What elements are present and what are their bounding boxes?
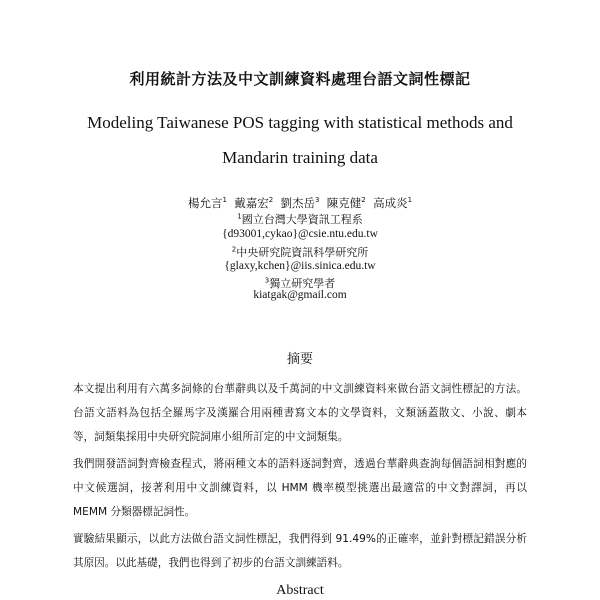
- abstract-zh-paragraph: 實驗結果顯示，以此方法做台語文詞性標記，我們得到 91.49%的正確率，並針對標記錯誤分析其原因。以此基礎，我們也得到了初步的台語文訓練語料。: [73, 533, 527, 569]
- affiliation-mark: 3: [264, 276, 270, 285]
- abstract-zh-paragraph: 本文提出利用有六萬多詞條的台華辭典以及千萬詞的中文訓練資料來做台語文詞性標記的方法。台語文語料為包括全羅馬字及漢羅合用兩種書寫文本的文學資料，文類涵蓋散文、小說、劇本等，詞類集採用中央研究院詞庫小組所訂定的中文詞類集。: [73, 383, 527, 443]
- author-affiliation-mark: 2: [268, 196, 274, 205]
- author-name: 戴嘉宏: [234, 196, 269, 210]
- affiliation-name: 國立台灣大學資訊工程系: [241, 213, 363, 226]
- paper-title-en-line1: Modeling Taiwanese POS tagging with statistical methods and: [87, 113, 513, 132]
- abstract-en-heading: Abstract: [276, 583, 324, 598]
- affiliation-1: [0, 211, 600, 227]
- author-name: 楊允言: [187, 196, 223, 210]
- author-affiliation-mark: 2: [361, 196, 366, 205]
- affiliation-3-email: kiatgak@gmail.com: [253, 289, 347, 301]
- author-affiliation-mark: 3: [315, 196, 320, 205]
- author-affiliation-mark: 1: [407, 196, 413, 205]
- author-name: 劉杰岳: [280, 196, 316, 210]
- affiliation-name: 獨立研究學者: [269, 277, 336, 290]
- affiliation-name: 中央研究院資訊科學研究所: [236, 246, 369, 259]
- author-affiliation-mark: 1: [222, 196, 227, 205]
- affiliation-mark: 2: [231, 245, 237, 254]
- affiliation-2-email: {glaxy,kchen}@iis.sinica.edu.tw: [224, 260, 376, 272]
- abstract-zh-paragraph: 我們開發語詞對齊檢查程式，將兩種文本的語料逐詞對齊，透過台華辭典查詢每個語詞相對應的中文候選詞，接著利用中文訓練資料，以 HMM 機率模型挑選出最適當的中文對譯詞，再以 MEMM 分類器標記詞性。: [73, 458, 527, 518]
- author-name: 陳克健: [326, 196, 362, 210]
- affiliation-mark: 1: [237, 212, 242, 221]
- paper-title-zh: 利用統計方法及中文訓練資料處理台語文詞性標記: [129, 70, 471, 88]
- paper-title-en-line2: Mandarin training data: [222, 148, 378, 167]
- author-name: 高成炎: [373, 196, 408, 210]
- affiliation-1-email: {d93001,cykao}@csie.ntu.edu.tw: [222, 228, 378, 240]
- author-list: [0, 195, 600, 211]
- affiliation-2: [0, 244, 600, 260]
- abstract-zh-heading: 摘要: [286, 352, 313, 367]
